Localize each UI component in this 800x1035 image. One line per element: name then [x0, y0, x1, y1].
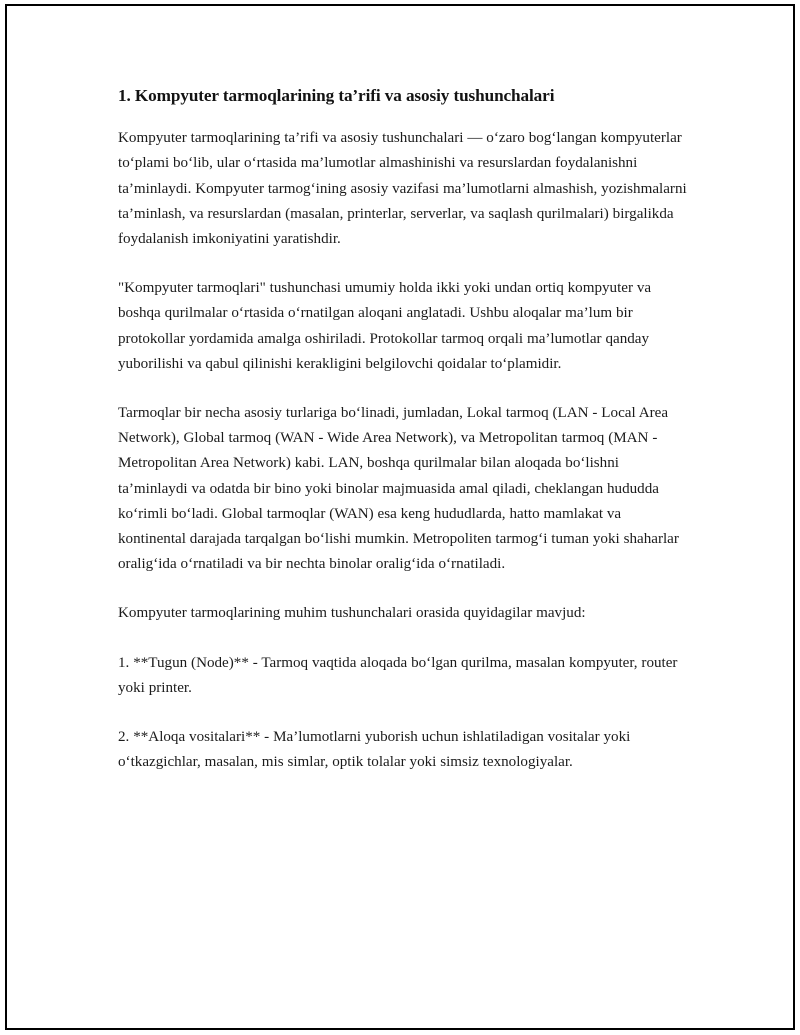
page-title: 1. Kompyuter tarmoqlarining ta’rifi va asosiy tushunchalari — [118, 86, 555, 105]
list-item-node: 1. **Tugun (Node)** - Tarmoq vaqtida aloqada bo‘lgan qurilma, masalan kompyuter, router yoki printer. — [118, 654, 678, 696]
paragraph-key-concepts-intro: Kompyuter tarmoqlarining muhim tushunchalari orasida quyidagilar mavjud: — [118, 605, 586, 622]
paragraph-network-types: Tarmoqlar bir necha asosiy turlariga bo‘linadi, jumladan, Lokal tarmoq (LAN - Local Area Network), Global tarmoq (WAN - Wide Area Network), va Metropolitan tarmoq (MAN - Metropolitan Area Network) kabi. LAN, boshqa qurilmalar bilan aloqada bo‘lishni ta’minlaydi va odatda bir bino yoki binolar majmuasida amal qiladi, cheklangan hududda ko‘rimli bo‘ladi. Global tarmoqlar (WAN) esa keng hududlarda, hatto mamlakat va kontinental darajada tarqalgan bo‘lishi mumkin. Metropoliten tarmog‘i tuman yoki shaharlar oralig‘ida o‘rnatiladi va bir nechta binolar oralig‘ida o‘rnatiladi. — [118, 405, 679, 573]
document-text-column — [118, 84, 690, 775]
paragraph-definition: Kompyuter tarmoqlarining ta’rifi va asosiy tushunchalari — o‘zaro bog‘langan kompyuterlar to‘plami bo‘lib, ular o‘rtasida ma’lumotlar almashinishi va resurslardan foydalanishni ta’minlaydi. Kompyuter tarmog‘ining asosiy vazifasi ma’lumotlarni almashish, yozishmalarni ta’minlash, va resurslardan (masalan, printerlar, serverlar, va saqlash qurilmalari) birgalikda foydalanish imkoniyatini yaratishdir. — [118, 130, 687, 248]
list-item-communication-media: 2. **Aloqa vositalari** - Ma’lumotlarni yuborish uchun ishlatiladigan vositalar yoki o‘tkazgichlar, masalan, mis simlar, optik tolalar yoki simsiz texnologiyalar. — [118, 729, 631, 771]
paragraph-concept: "Kompyuter tarmoqlari" tushunchasi umumiy holda ikki yoki undan ortiq kompyuter va boshqa qurilmalar o‘rtasida o‘rnatilgan aloqani anglatadi. Ushbu aloqalar ma’lum bir protokollar yordamida amalga oshiriladi. Protokollar tarmoq orqali ma’lumotlar qanday yuborilishi va qabul qilinishi kerakligini belgilovchi qoidalar to‘plamidir. — [118, 280, 652, 372]
document-page — [5, 4, 795, 1030]
